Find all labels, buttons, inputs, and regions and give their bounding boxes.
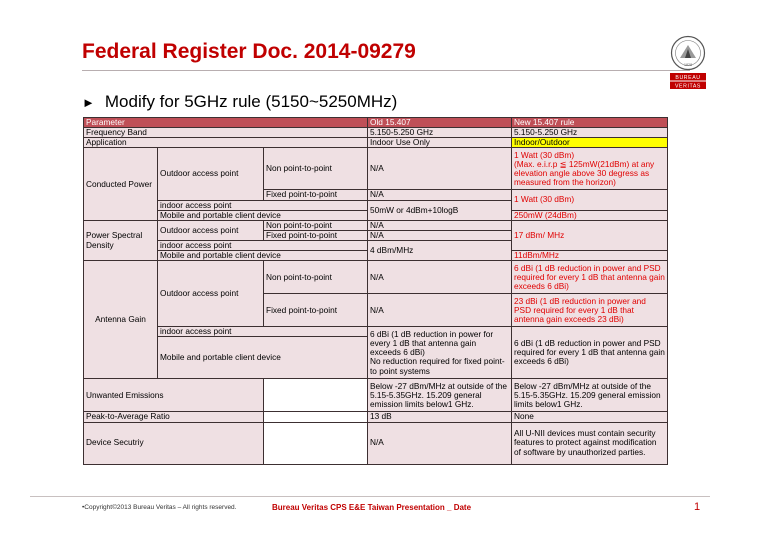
copyright-text: •Copyright©2013 Bureau Veritas – All rights reserved. bbox=[82, 504, 237, 511]
conducted-fixed-ptp-new: 1 Watt (30 dBm) bbox=[512, 190, 668, 210]
application-label: Application bbox=[84, 138, 368, 148]
page-title: Federal Register Doc. 2014-09279 bbox=[82, 40, 416, 63]
par-old: 13 dB bbox=[368, 412, 512, 422]
psd-non-ptp: Non point-to-point bbox=[264, 220, 368, 230]
conducted-non-ptp-new: 1 Watt (30 dBm) (Max. e.i.r.p ≦ 125mW(21dBm) at any elevation angle above 30 degress as measured from the horizon) bbox=[512, 148, 668, 190]
table-row bbox=[84, 379, 668, 412]
frequency-band-new: 5.150-5.250 GHz bbox=[512, 128, 668, 138]
psd-fixed-ptp: Fixed point-to-point bbox=[264, 230, 368, 240]
table-row bbox=[84, 138, 668, 148]
psd-non-ptp-old: N/A bbox=[368, 220, 512, 230]
antenna-fixed-ptp-new: 23 dBi (1 dB reduction in power and PSD required for every 1 dB that antenna gain exceeds 23 dBi) bbox=[512, 294, 668, 327]
frequency-band-old: 5.150-5.250 GHz bbox=[368, 128, 512, 138]
psd-indoor-ap: indoor access point bbox=[158, 241, 368, 251]
header-new: New 15.407 rule bbox=[512, 118, 668, 128]
unwanted-emissions-new: Below -27 dBm/MHz at outside of the 5.15-5.35GHz. 15.209 general emission limits below1 GHz. bbox=[512, 379, 668, 412]
table-row bbox=[84, 261, 668, 294]
logo-year: 1828 bbox=[684, 63, 692, 67]
conducted-non-ptp-old: N/A bbox=[368, 148, 512, 190]
antenna-non-ptp: Non point-to-point bbox=[264, 261, 368, 294]
subtitle-text: Modify for 5GHz rule (5150~5250MHz) bbox=[104, 92, 398, 111]
psd-label: Power Spectral Density bbox=[84, 220, 158, 261]
antenna-outdoor-ap: Outdoor access point bbox=[158, 261, 264, 327]
conducted-indoor-ap: indoor access point bbox=[158, 200, 368, 210]
conducted-mobile-new: 250mW (24dBm) bbox=[512, 210, 668, 220]
unwanted-emissions-blank bbox=[264, 379, 368, 412]
psd-mobile: Mobile and portable client device bbox=[158, 251, 368, 261]
antenna-non-ptp-old: N/A bbox=[368, 261, 512, 294]
conducted-fixed-ptp: Fixed point-to-point bbox=[264, 190, 368, 200]
antenna-fixed-ptp-old: N/A bbox=[368, 294, 512, 327]
table-row bbox=[84, 422, 668, 464]
antenna-mobile: Mobile and portable client device bbox=[158, 337, 368, 379]
psd-fixed-ptp-old: N/A bbox=[368, 230, 512, 240]
conducted-power-label: Conducted Power bbox=[84, 148, 158, 220]
table-row bbox=[84, 128, 668, 138]
unwanted-emissions-label: Unwanted Emissions bbox=[84, 379, 264, 412]
footer-divider bbox=[30, 496, 710, 497]
table-header-row bbox=[84, 118, 668, 128]
bullet-arrow-icon: ► bbox=[82, 95, 95, 110]
conducted-fixed-ptp-old: N/A bbox=[368, 190, 512, 200]
table-row bbox=[84, 148, 668, 190]
page-number: 1 bbox=[694, 501, 701, 513]
psd-indoor-mobile-old: 4 dBm/MHz bbox=[368, 241, 512, 261]
header-old: Old 15.407 bbox=[368, 118, 512, 128]
logo-text-top: BUREAU bbox=[675, 75, 701, 81]
psd-outdoor-ap: Outdoor access point bbox=[158, 220, 264, 240]
slide-subtitle bbox=[82, 92, 397, 112]
comparison-table bbox=[83, 117, 668, 465]
antenna-indoor-mobile-old: 6 dBi (1 dB reduction in power for every 1 dB that antenna gain exceeds 6 dBi) No reduction required for fixed point-to point systems bbox=[368, 327, 512, 379]
presentation-footer: Bureau Veritas CPS E&E Taiwan Presentation _ Date bbox=[272, 503, 472, 512]
frequency-band-label: Frequency Band bbox=[84, 128, 368, 138]
table-row bbox=[84, 220, 668, 230]
antenna-fixed-ptp: Fixed point-to-point bbox=[264, 294, 368, 327]
bureau-veritas-logo bbox=[658, 34, 718, 92]
conducted-indoor-mobile-old: 50mW or 4dBm+10logB bbox=[368, 200, 512, 220]
unwanted-emissions-old: Below -27 dBm/MHz at outside of the 5.15-5.35GHz. 15.209 general emission limits below1 GHz. bbox=[368, 379, 512, 412]
logo-text-bottom: VERITAS bbox=[674, 83, 702, 90]
application-new: Indoor/Outdoor bbox=[512, 138, 668, 148]
table-row bbox=[84, 412, 668, 422]
title-divider bbox=[82, 70, 690, 71]
application-old: Indoor Use Only bbox=[368, 138, 512, 148]
device-security-old: N/A bbox=[368, 422, 512, 464]
psd-mobile-new: 11dBm/MHz bbox=[512, 251, 668, 261]
antenna-gain-label: Antenna Gain bbox=[84, 261, 158, 379]
psd-outdoor-new: 17 dBm/ MHz bbox=[512, 220, 668, 250]
antenna-non-ptp-new: 6 dBi (1 dB reduction in power and PSD required for every 1 dB that antenna gain exceeds 6 dBi) bbox=[512, 261, 668, 294]
conducted-outdoor-ap: Outdoor access point bbox=[158, 148, 264, 200]
par-blank bbox=[264, 412, 368, 422]
par-new: None bbox=[512, 412, 668, 422]
conducted-non-ptp: Non point-to-point bbox=[264, 148, 368, 190]
device-security-label: Device Secutriy bbox=[84, 422, 264, 464]
conducted-mobile: Mobile and portable client device bbox=[158, 210, 368, 220]
table-row bbox=[84, 327, 668, 337]
device-security-new: All U-NII devices must contain security features to protect against modification of software by unauthorized parties. bbox=[512, 422, 668, 464]
antenna-indoor-mobile-new: 6 dBi (1 dB reduction in power and PSD required for every 1 dB that antenna gain exceeds 6 dBi) bbox=[512, 327, 668, 379]
antenna-indoor-ap: indoor access point bbox=[158, 327, 368, 337]
par-label: Peak-to-Average Ratio bbox=[84, 412, 264, 422]
header-parameter: Parameter bbox=[84, 118, 368, 128]
device-security-blank bbox=[264, 422, 368, 464]
